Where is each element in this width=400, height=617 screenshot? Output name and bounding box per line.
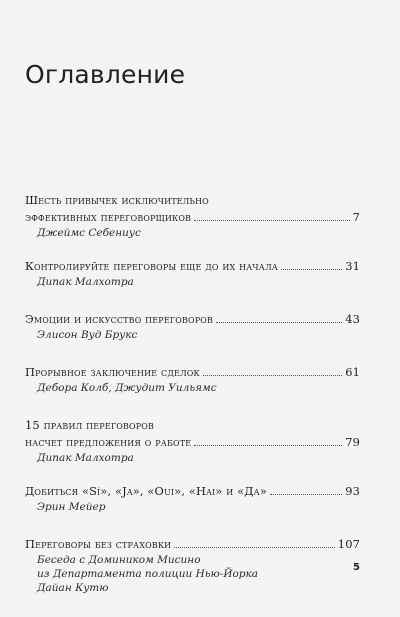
toc-entry[interactable] [25,536,360,595]
toc-entry-author: Джеймс Себениус [37,227,141,239]
toc-entry[interactable] [25,483,360,514]
dot-leader [174,546,335,548]
page-number: 5 [353,562,360,573]
toc-entry-author: Дебора Колб, Джудит Уильямс [37,382,217,394]
toc-entry-title: Контролируйте переговоры еще до их начала [25,259,278,273]
dot-leader [216,321,342,323]
toc-entry-title: Прорывное заключение сделок [25,365,200,379]
dot-leader [203,374,342,376]
toc-entry-author: Эрин Мейер [37,501,106,513]
toc-entry-title: насчет предложения о работе [25,435,192,449]
page-title: Оглавление [25,60,186,89]
toc-entry-title-line1: 15 правил переговоров [25,418,154,432]
toc-entry[interactable] [25,364,360,395]
dot-leader [194,219,349,221]
toc-entry-title-line1: Шесть привычек исключительно [25,193,209,207]
dot-leader [281,268,342,270]
dot-leader [270,493,342,495]
toc-entry-title: Переговоры без страховки [25,537,172,551]
toc-entry-author: Элисон Вуд Брукс [37,329,138,341]
toc-entry-page: 107 [337,537,360,551]
toc-entry-title: Добиться «Sí», «Ja», «Oui», «Hai» и «Да» [25,484,267,498]
toc-entry-author: Дайан Кутю [37,582,109,594]
dot-leader [194,444,342,446]
toc-entry[interactable] [25,258,360,289]
toc-entry-title: Эмоции и искусство переговоров [25,312,213,326]
toc-entry-page: 93 [345,484,360,498]
toc-entry-page: 31 [345,259,360,273]
toc-entry-author: Дипак Малхотра [37,276,134,288]
toc-entry-subtitle: из Департамента полиции Нью-Йорка [37,568,259,580]
toc-entry-page: 79 [345,435,360,449]
toc-entry-subtitle: Беседа с Домиником Мисино [37,554,201,566]
toc-entry[interactable] [25,192,360,240]
toc-entry-page: 61 [345,365,360,379]
toc-entry-page: 7 [352,210,360,224]
toc-entry-title: эффективных переговорщиков [25,210,192,224]
table-of-contents [25,192,360,617]
toc-entry-author: Дипак Малхотра [37,452,134,464]
toc-entry[interactable] [25,311,360,342]
toc-entry[interactable] [25,417,360,465]
toc-entry-page: 43 [345,312,360,326]
